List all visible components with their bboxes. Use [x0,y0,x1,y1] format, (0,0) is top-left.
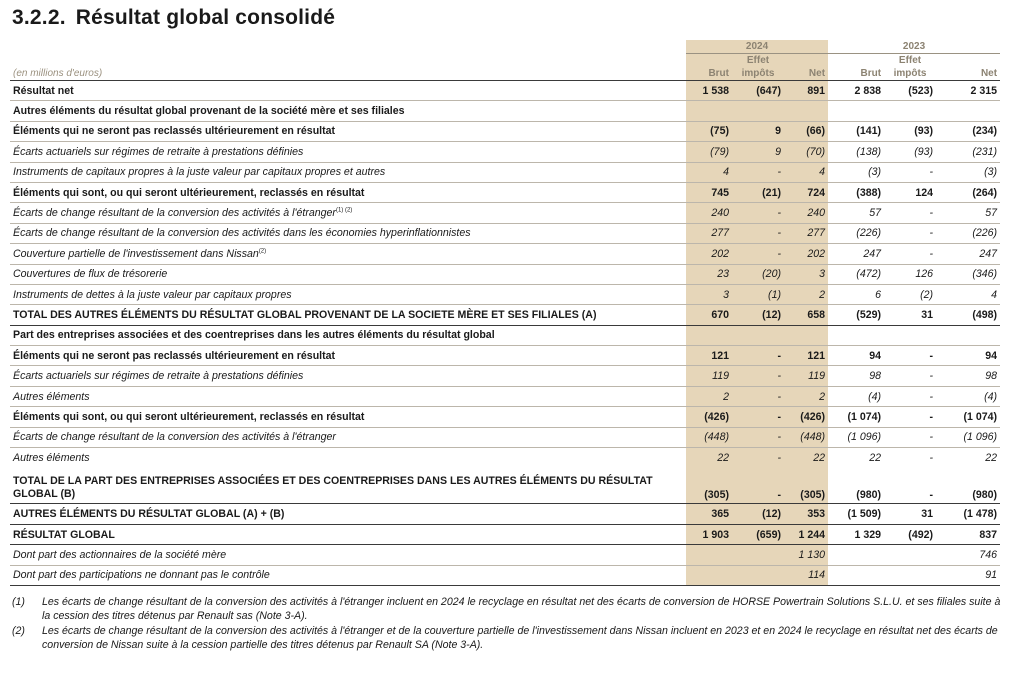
cell-impots-2023: - [884,427,936,447]
cell-brut-2023 [828,545,884,565]
year-header-row [10,40,1000,54]
cell-net-2024: 202 [784,244,828,264]
cell-brut-2024: 22 [686,448,732,468]
cell-brut-2023 [828,565,884,585]
unit-label: (en millions d'euros) [10,66,686,81]
cell-brut-2024: (79) [686,142,732,162]
cell-impots-2024: - [732,162,784,182]
cell-impots-2024: - [732,427,784,447]
cell-brut-2023: 57 [828,203,884,223]
cell-impots-2023: 31 [884,305,936,325]
table-row [10,305,1000,325]
table-row [10,504,1000,524]
cell-brut-2023: (1 509) [828,504,884,524]
cell-impots-2023: - [929,451,934,464]
footnote [12,625,1002,652]
row-label: Écarts actuariels sur régimes de retraite à prestations définies [10,366,686,386]
cell-impots-2023: - [884,407,936,427]
cell-brut-2023: 2 838 [828,81,884,101]
cell-net-2023: 4 [936,284,1000,304]
table-row [10,81,1000,101]
row-label: Éléments qui sont, ou qui seront ultérieurement, reclassés en résultat [10,182,686,202]
cell-impots-2023: 126 [884,264,936,284]
cell-net-2024: 121 [784,346,828,366]
net-2024-header: Net [784,66,828,81]
cell-impots-2024: (12) [732,504,784,524]
cell-net-2024: (66) [784,121,828,141]
cell-net-2024: 119 [784,366,828,386]
cell-net-2024: 3 [784,264,828,284]
cell-net-2024 [784,325,828,345]
cell-brut-2023: (3) [828,162,884,182]
cell-impots-2024: - [732,407,784,427]
table-row [10,386,1000,406]
row-label: Éléments qui ne seront pas reclassés ultérieurement en résultat [10,346,686,366]
cell-impots-2024: (647) [732,81,784,101]
row-label: Instruments de dettes à la juste valeur par capitaux propres [10,284,686,304]
cell-brut-2024: 1 903 [686,524,732,544]
cell-net-2023: (264) [936,182,1000,202]
cell-net-2023: (3) [936,162,1000,182]
table-row [10,366,1000,386]
cell-brut-2023 [828,101,884,121]
cell-impots-2023 [884,545,936,565]
footnote-ref: (2) [258,248,267,255]
cell-net-2023: (346) [936,264,1000,284]
table-row [10,284,1000,304]
table-row [10,427,1000,447]
table-row [10,244,1000,264]
cell-impots-2024: (1) [732,284,784,304]
cell-impots-2024: - [732,386,784,406]
cell-impots-2023: (93) [884,142,936,162]
cell-brut-2023: (226) [828,223,884,243]
cell-brut-2024: (75) [686,121,732,141]
cell-net-2024: (448) [784,427,828,447]
cell-brut-2023 [828,325,884,345]
cell-net-2024: 4 [784,162,828,182]
cell-brut-2024: 670 [686,305,732,325]
table-row [10,203,1000,223]
cell-impots-2024: - [732,203,784,223]
cell-net-2023: (980) [936,467,1000,504]
footnote-marker: (1) [12,596,25,608]
cell-net-2023 [936,101,1000,121]
cell-impots-2023: - [884,244,936,264]
table-row [10,121,1000,141]
table-row [10,223,1000,243]
cell-net-2024: 724 [784,182,828,202]
cell-brut-2024: 119 [686,366,732,386]
footnote [12,596,1002,623]
cell-net-2024: (305) [784,467,828,504]
cell-brut-2023: 98 [828,366,884,386]
cell-impots-2024 [732,545,784,565]
row-label: Écarts de change résultant de la conversion des activités à l'étranger [10,427,686,447]
section-number: 3.2.2. [12,6,66,29]
cell-brut-2023: (388) [828,182,884,202]
cell-brut-2024: 23 [686,264,732,284]
cell-brut-2023: (1 074) [828,407,884,427]
cell-brut-2023: 247 [828,244,884,264]
footnote-text: Les écarts de change résultant de la conversion des activités à l'étranger incluent en 2024 le recyclage en résultat net des écarts de conversion de HORSE Powertrain Solutions S.L.U. et ses filiales suite à la cession des titres détenus par Renault sas (Note 3-A). [42,596,1001,622]
cell-brut-2024: 3 [686,284,732,304]
cell-impots-2024: (20) [732,264,784,284]
cell-net-2023: 746 [936,545,1000,565]
cell-net-2023: (1 096) [936,427,1000,447]
cell-brut-2024 [686,565,732,585]
cell-impots-2023: (523) [884,81,936,101]
cell-net-2024: 1 130 [784,545,828,565]
row-label: Résultat net [10,81,686,101]
cell-impots-2024: - [732,366,784,386]
cell-impots-2024: (659) [732,524,784,544]
cell-net-2024 [784,101,828,121]
cell-brut-2024: 240 [686,203,732,223]
cell-net-2023: 91 [936,565,1000,585]
cell-impots-2024: 9 [732,121,784,141]
table-row [10,162,1000,182]
impots-2024-header: impôts [732,66,784,81]
cell-net-2024: 658 [784,305,828,325]
cell-brut-2023: (529) [828,305,884,325]
cell-net-2023 [936,325,1000,345]
cell-impots-2023: - [884,223,936,243]
effet-2023-label: Effet [898,54,922,66]
table-row [10,264,1000,284]
section-title-text: Résultat global consolidé [75,6,336,29]
row-label: Part des entreprises associées et des coentreprises dans les autres éléments du résultat global [10,325,686,345]
row-label: RÉSULTAT GLOBAL [10,524,686,544]
cell-net-2023: 22 [985,451,998,464]
cell-net-2023: 837 [936,524,1000,544]
cell-net-2023: 57 [936,203,1000,223]
cell-impots-2024: - [732,223,784,243]
footnote-marker: (2) [12,625,25,637]
footnotes [12,596,1002,654]
table-row [10,346,1000,366]
row-label: Dont part des participations ne donnant pas le contrôle [10,565,686,585]
cell-net-2023: (226) [936,223,1000,243]
row-label: Écarts de change résultant de la conversion des activités dans les économies hyperinflationnistes [10,223,686,243]
cell-brut-2024: 745 [686,182,732,202]
cell-net-2024: 114 [784,565,828,585]
cell-impots-2023 [884,325,936,345]
cell-impots-2023: (93) [884,121,936,141]
cell-impots-2023: 31 [884,504,936,524]
cell-net-2023: (498) [936,305,1000,325]
cell-brut-2023: 94 [828,346,884,366]
table-row [10,182,1000,202]
table-row [10,407,1000,427]
footnote-text: Les écarts de change résultant de la conversion des activités à l'étranger et de la couverture partielle de l'investissement dans Nissan incluent en 2023 et en 2024 le recyclage en résultat net des écarts de conversion de Nissan suite à la cession partielle des titres détenus par Renault SA (Note 3-A). [42,625,998,651]
cell-brut-2024: 121 [686,346,732,366]
column-header-row [10,66,1000,81]
cell-brut-2024 [686,325,732,345]
table-row [10,325,1000,345]
table-row [10,101,1000,121]
cell-impots-2024: (12) [732,305,784,325]
row-label: Dont part des actionnaires de la société mère [10,545,686,565]
cell-impots-2024 [732,101,784,121]
cell-impots-2024 [732,565,784,585]
section-title [12,6,335,30]
row-label: Autres éléments [10,386,686,406]
cell-brut-2023: (1 096) [828,427,884,447]
row-label: TOTAL DE LA PART DES ENTREPRISES ASSOCIÉES ET DES COENTREPRISES DANS LES AUTRES ÉLÉMENTS DU RÉSULTAT GLOBAL (B) [10,467,686,504]
cell-brut-2023: (980) [828,467,884,504]
cell-brut-2024: 4 [686,162,732,182]
row-label: Autres éléments du résultat global provenant de la société mère et ses filiales [10,101,686,121]
cell-net-2023: 247 [936,244,1000,264]
cell-brut-2024 [686,545,732,565]
cell-net-2024: 240 [784,203,828,223]
cell-impots-2024: (21) [732,182,784,202]
table-row [10,524,1000,544]
cell-impots-2024: - [732,244,784,264]
row-label: Éléments qui ne seront pas reclassés ultérieurement en résultat [10,121,686,141]
cell-impots-2023: - [884,467,936,504]
cell-brut-2023: (138) [828,142,884,162]
cell-brut-2023: (4) [828,386,884,406]
cell-brut-2024 [686,101,732,121]
row-label: AUTRES ÉLÉMENTS DU RÉSULTAT GLOBAL (A) + (B) [10,504,686,524]
row-label: Couverture partielle de l'investissement dans Nissan$^{(2)}$ [10,244,686,264]
cell-impots-2024: - [732,346,784,366]
cell-net-2023: 98 [936,366,1000,386]
cell-net-2023: (1 074) [936,407,1000,427]
cell-impots-2023: (492) [884,524,936,544]
effet-2024-label: Effet [732,54,784,67]
row-label: Écarts actuariels sur régimes de retraite à prestations définies [10,142,686,162]
row-label: Autres éléments [13,451,90,464]
cell-brut-2024: 202 [686,244,732,264]
table-row [10,448,1000,468]
cell-brut-2024: (448) [686,427,732,447]
net-2023-header: Net [936,66,1000,81]
year-2024-header: 2024 [686,40,828,54]
cell-brut-2024: 365 [686,504,732,524]
table-row [10,142,1000,162]
row-label: Écarts de change résultant de la conversion des activités à l'étranger$^{(1) (2)}$ [10,203,686,223]
cell-brut-2023: (472) [828,264,884,284]
effet-header-row [10,54,1000,67]
cell-net-2023: (1 478) [936,504,1000,524]
cell-impots-2023 [884,101,936,121]
brut-2024-header: Brut [686,66,732,81]
cell-net-2023: 2 315 [936,81,1000,101]
impots-2023-header: impôts [884,66,936,81]
cell-brut-2024: (426) [686,407,732,427]
cell-net-2023: (231) [936,142,1000,162]
comprehensive-income-table [10,40,1000,586]
cell-brut-2024: 2 [686,386,732,406]
cell-impots-2023: - [884,203,936,223]
cell-net-2024: 353 [784,504,828,524]
cell-impots-2023: - [884,386,936,406]
footnote-ref: (1) (2) [335,207,353,214]
cell-net-2023: 94 [936,346,1000,366]
cell-net-2024: (426) [784,407,828,427]
row-label: Instruments de capitaux propres à la juste valeur par capitaux propres et autres [10,162,686,182]
cell-brut-2024: 277 [686,223,732,243]
cell-net-2024: 2 [784,386,828,406]
row-label: Éléments qui sont, ou qui seront ultérieurement, reclassés en résultat [10,407,686,427]
cell-brut-2023: 22 [869,451,882,464]
cell-net-2024: 277 [784,223,828,243]
cell-impots-2024: - [732,448,784,468]
cell-net-2023: (4) [936,386,1000,406]
table-row [10,565,1000,585]
cell-impots-2023: - [884,162,936,182]
cell-impots-2024: 9 [732,142,784,162]
cell-impots-2024: - [732,467,784,504]
year-2023-header: 2023 [828,40,1000,54]
cell-brut-2023: (141) [828,121,884,141]
cell-impots-2024 [732,325,784,345]
table-row [10,467,1000,504]
cell-brut-2024: (305) [686,467,732,504]
table-row [10,545,1000,565]
cell-impots-2023: (2) [884,284,936,304]
cell-impots-2023 [884,565,936,585]
cell-impots-2023: - [884,346,936,366]
cell-brut-2023: 6 [828,284,884,304]
row-label: Couvertures de flux de trésorerie [10,264,686,284]
cell-net-2023: (234) [936,121,1000,141]
cell-net-2024: 891 [784,81,828,101]
cell-net-2024: 22 [784,448,828,468]
cell-impots-2023: 124 [884,182,936,202]
cell-net-2024: (70) [784,142,828,162]
brut-2023-header: Brut [828,66,884,81]
cell-net-2024: 2 [784,284,828,304]
cell-brut-2023: 1 329 [828,524,884,544]
row-label: TOTAL DES AUTRES ÉLÉMENTS DU RÉSULTAT GLOBAL PROVENANT DE LA SOCIETE MÈRE ET SES FILIALES (A) [10,305,686,325]
cell-brut-2024: 1 538 [686,81,732,101]
cell-net-2024: 1 244 [784,524,828,544]
cell-impots-2023: - [884,366,936,386]
